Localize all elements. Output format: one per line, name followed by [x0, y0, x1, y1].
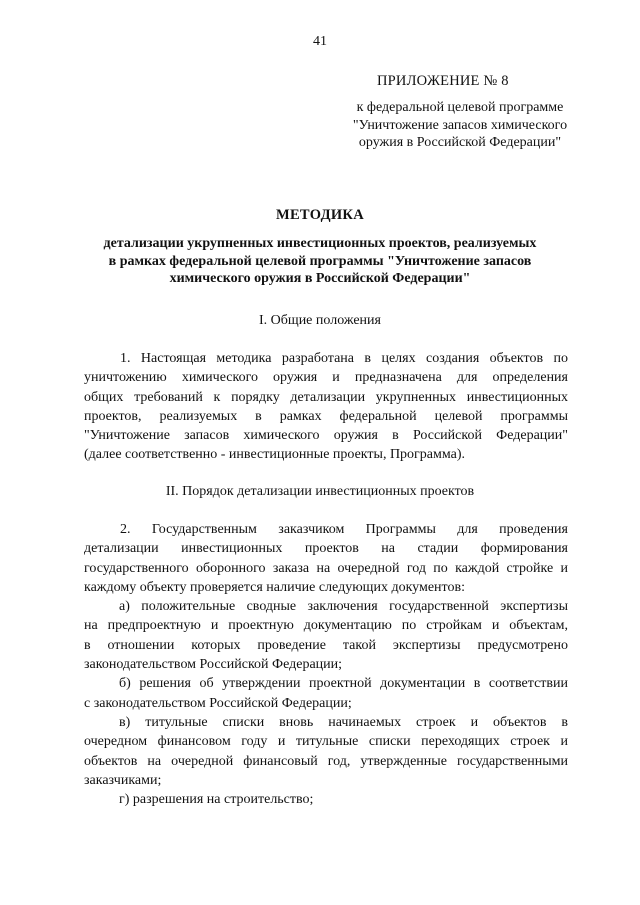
text-line: каждому объекту проверяется наличие следующих документов: — [84, 579, 465, 595]
document-subtitle — [70, 235, 570, 288]
text-line: уничтожению химического оружия и предназначена для определения — [84, 370, 568, 386]
text-line: детализации инвестиционных проектов на стадии формирования — [84, 541, 568, 557]
text-line: на предпроектную и проектную документацию по стройкам и объектам, — [84, 618, 568, 634]
text-line: в) титульные списки вновь начинаемых строек и объектов в — [119, 714, 568, 730]
paragraph-2 — [84, 520, 568, 809]
text-line: 1. Настоящая методика разработана в целях создания объектов по — [120, 351, 568, 366]
text-line: очередном финансовом году и титульные списки переходящих строек и — [84, 734, 568, 750]
section-heading-procedure: II. Порядок детализации инвестиционных проектов — [165, 484, 475, 499]
text-line: общих требований к порядку детализации укрупненных инвестиционных — [84, 389, 568, 405]
text-line: а) положительные сводные заключения государственной экспертизы — [119, 599, 568, 615]
text-line: 2. Государственным заказчиком Программы для проведения — [120, 522, 568, 537]
text-line: в отношении которых проведение такой экспертизы предусмотрено — [84, 637, 568, 653]
text-line: государственного оборонного заказа на очередной год по каждой стройке и — [84, 560, 568, 576]
text-line: (далее соответственно - инвестиционные проекты, Программа). — [84, 447, 466, 463]
text-line: б) решения об утверждении проектной документации в соответствии — [119, 676, 568, 692]
text-line: с законодательством Российской Федерации; — [84, 695, 352, 711]
appendix-block — [330, 72, 590, 152]
appendix-title: ПРИЛОЖЕНИЕ № 8 — [377, 73, 509, 89]
page-number: 41 — [313, 34, 327, 49]
subtitle-line: в рамках федеральной целевой программы "Уничтожение запасов — [108, 253, 532, 269]
text-line: проектов, реализуемых в рамках федеральной целевой программы — [84, 408, 568, 424]
subtitle-line: детализации укрупненных инвестиционных проектов, реализуемых — [103, 236, 537, 251]
subtitle-line: химического оружия в Российской Федерации" — [169, 271, 471, 286]
document-title: МЕТОДИКА — [275, 207, 365, 223]
appendix-line: оружия в Российской Федерации" — [358, 135, 562, 150]
text-line: законодательством Российской Федерации; — [84, 657, 343, 673]
text-line: объектов на очередной финансовый год, утвержденные государственными — [84, 753, 568, 769]
paragraph-1 — [84, 349, 568, 465]
text-line: "Уничтожение запасов химического оружия в Российской Федерации" — [84, 428, 568, 444]
text-line: заказчиками; — [84, 772, 162, 788]
appendix-line: "Уничтожение запасов химического — [352, 117, 568, 133]
appendix-subtitle — [330, 99, 590, 152]
appendix-line: к федеральной целевой программе — [356, 100, 564, 115]
text-line: г) разрешения на строительство; — [119, 792, 314, 808]
section-heading-general: I. Общие положения — [259, 313, 381, 328]
